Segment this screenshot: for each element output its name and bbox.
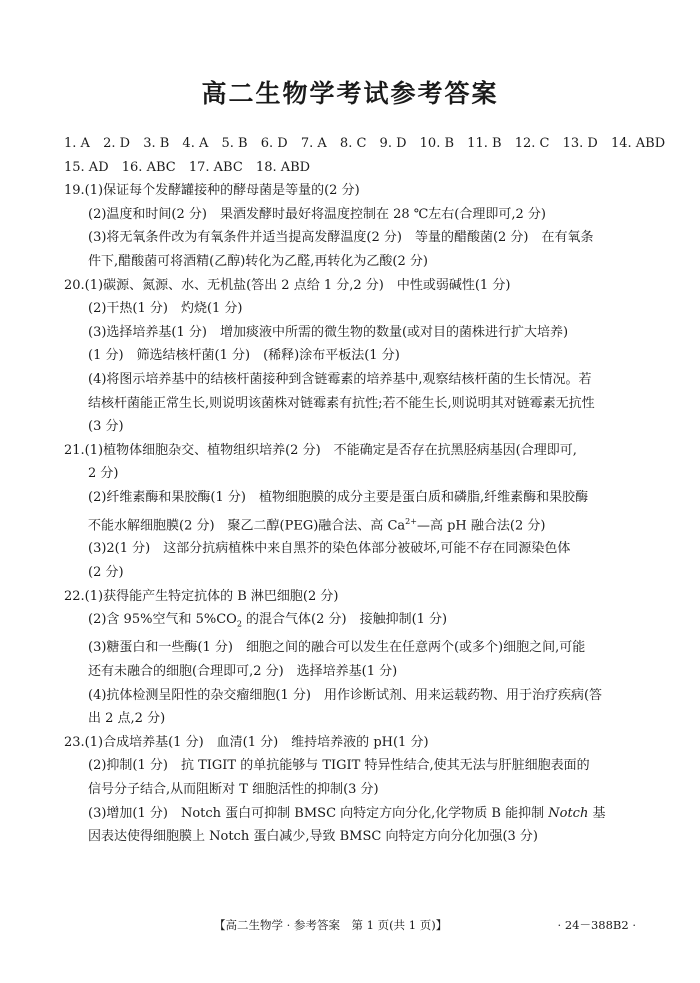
q23-line: 因表达使得细胞膜上 Notch 蛋白减少,导致 BMSC 向特定方向分化加强(3 分) bbox=[88, 829, 539, 845]
q19-line: (3)将无氧条件改为有氧条件并适当提高发酵温度(2 分) 等量的醋酸菌(2 分) 在有氧条 bbox=[88, 230, 594, 246]
calcium-charge: 2+ bbox=[405, 516, 417, 526]
footer-code: · 24－388B2 · bbox=[557, 918, 636, 932]
footer-page-info: 【高二生物学 · 参考答案 第 1 页(共 1 页)】 bbox=[214, 918, 448, 932]
q21-line: (2 分) bbox=[88, 565, 124, 581]
q22-text: (2)含 95%空气和 5%CO bbox=[88, 612, 237, 628]
q23-line: 信号分子结合,从而阻断对 T 细胞活性的抑制(3 分) bbox=[88, 781, 379, 797]
q22-line: (3)糖蛋白和一些酶(1 分) 细胞之间的融合可以发生在任意两个(或多个)细胞之间,可能 bbox=[88, 640, 586, 656]
q21-text: —高 pH 融合法(2 分) bbox=[416, 517, 546, 533]
q22-line: 还有未融合的细胞(合理即可,2 分) 选择培养基(1 分) bbox=[88, 663, 398, 679]
q20-line: 20.(1)碳源、氮源、水、无机盐(答出 2 点给 1 分,2 分) 中性或弱碱性(1 分) bbox=[64, 277, 511, 293]
answer-item: 3. B bbox=[143, 136, 170, 151]
answer-item: 15. AD bbox=[64, 159, 109, 175]
answer-item: 6. D bbox=[260, 136, 288, 151]
q23-line: 23.(1)合成培养基(1 分) 血清(1 分) 维持培养液的 pH(1 分) bbox=[64, 734, 429, 750]
answer-item: 12. C bbox=[514, 136, 550, 151]
q20-line: (1 分) 筛选结核杆菌(1 分) (稀释)涂布平板法(1 分) bbox=[88, 348, 400, 364]
q19-line: 19.(1)保证每个发酵罐接种的酵母菌是等量的(2 分) bbox=[64, 183, 360, 199]
answer-item: 10. B bbox=[419, 136, 455, 151]
q21-text: 不能水解细胞膜(2 分) 聚乙二醇(PEG)融合法、高 Ca bbox=[88, 517, 406, 533]
q20-line: (3)选择培养基(1 分) 增加痰液中所需的微生物的数量(或对目的菌株进行扩大培养) bbox=[88, 324, 569, 340]
answer-item: 11. B bbox=[467, 136, 502, 151]
answer-item: 14. ABD bbox=[610, 136, 666, 151]
q19-line: 件下,醋酸菌可将酒精(乙醇)转化为乙醛,再转化为乙酸(2 分) bbox=[88, 253, 428, 269]
q23-text: (3)增加(1 分) Notch 蛋白可抑制 BMSC 向特定方向分化,化学物质 B 能抑制 bbox=[88, 805, 549, 821]
answer-item: 9. D bbox=[379, 136, 407, 151]
answer-item: 2. D bbox=[103, 136, 131, 151]
q22-line: 出 2 点,2 分) bbox=[88, 711, 166, 727]
q23-text: 基 bbox=[588, 805, 606, 821]
q21-line: (2)纤维素酶和果胶酶(1 分) 植物细胞膜的成分主要是蛋白质和磷脂,纤维素酶和果胶酶 bbox=[88, 489, 589, 505]
q22-line: 22.(1)获得能产生特定抗体的 B 淋巴细胞(2 分) bbox=[64, 588, 339, 604]
co2-subscript: 2 bbox=[236, 619, 242, 629]
answer-item: 7. A bbox=[300, 136, 327, 151]
q22-text: 的混合气体(2 分) 接触抑制(1 分) bbox=[241, 612, 448, 628]
answer-item: 17. ABC bbox=[188, 159, 243, 175]
q21-line: 2 分) bbox=[88, 466, 119, 482]
q23-line: (2)抑制(1 分) 抗 TIGIT 的单抗能够与 TIGIT 特异性结合,使其无法与肝脏细胞表面的 bbox=[88, 758, 590, 774]
answer-item: 13. D bbox=[562, 136, 598, 151]
answer-item: 16. ABC bbox=[121, 159, 176, 175]
answer-item: 18. ABD bbox=[255, 159, 311, 175]
answer-item: 8. C bbox=[339, 136, 367, 151]
q21-line: (3)2(1 分) 这部分抗病植株中来自黑芥的染色体部分被破坏,可能不存在同源染色体 bbox=[88, 541, 571, 557]
q23-line bbox=[64, 802, 636, 826]
q22-line bbox=[64, 608, 636, 636]
choice-answers-row-2 bbox=[64, 156, 636, 180]
q20-line: 结核杆菌能正常生长,则说明该菌株对链霉素有抗性;若不能生长,则说明其对链霉素无抗性 bbox=[88, 395, 595, 411]
answer-item: 1. A bbox=[64, 136, 90, 151]
q22-line: (4)抗体检测呈阳性的杂交瘤细胞(1 分) 用作诊断试剂、用来运载药物、用于治疗疾病(答 bbox=[88, 687, 603, 703]
answer-item: 5. B bbox=[221, 136, 248, 151]
q20-line: (4)将图示培养基中的结核杆菌接种到含链霉素的培养基中,观察结核杆菌的生长情况。若 bbox=[88, 371, 592, 387]
answer-item: 4. A bbox=[182, 136, 209, 151]
q21-line: 21.(1)植物体细胞杂交、植物组织培养(2 分) 不能确定是否存在抗黑胫病基因(合理即可, bbox=[64, 442, 577, 458]
q19-line: (2)温度和时间(2 分) 果酒发酵时最好将温度控制在 28 ℃左右(合理即可,2 分) bbox=[88, 206, 546, 222]
notch-gene-italic: Notch bbox=[548, 805, 589, 821]
choice-answers-row-1 bbox=[64, 132, 666, 156]
answer-body bbox=[64, 132, 666, 849]
page-title: 高二生物学考试参考答案 bbox=[201, 79, 499, 108]
q20-line: (2)干热(1 分) 灼烧(1 分) bbox=[88, 301, 243, 317]
q21-line bbox=[64, 510, 636, 538]
q20-line: (3 分) bbox=[88, 419, 124, 435]
